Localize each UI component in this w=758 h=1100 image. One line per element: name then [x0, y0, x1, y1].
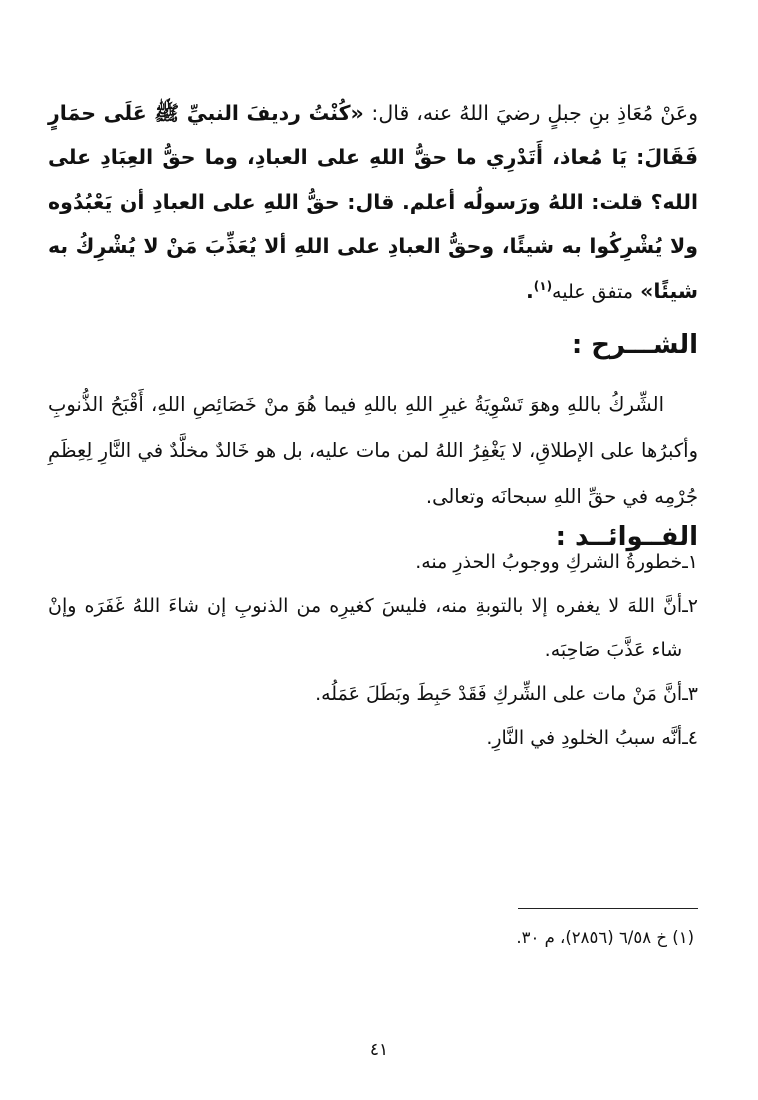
page-number: ٤١: [369, 1040, 389, 1060]
benefit-number: ٤ـ: [682, 727, 698, 749]
benefit-item: [48, 672, 698, 716]
benefit-item: [48, 584, 698, 672]
hadith-intro: وعَنْ مُعَاذِ بنِ جبلٍ رضيَ اللهُ عنه، قال:: [371, 100, 698, 125]
sharh-paragraph: الشِّركُ باللهِ وهوَ تَسْوِيَةُ غيرِ اللهِ باللهِ فيما هُوَ منْ خَصَائِصِ اللهِ، أَقْبَحُ الذُّنوبِ وأكبرُها على الإطلاقِ، لا يَغْفِرُ اللهُ لمن مات عليه، بل هو خَالدٌ مخلَّدٌ في النَّارِ لِعِظَمِ جُرْمِه في حقِّ اللهِ سبحانَه وتعالى.: [48, 392, 698, 508]
benefits-list: [48, 540, 698, 760]
benefit-item: [48, 540, 698, 584]
footnote: [516, 928, 694, 947]
benefit-item: [48, 716, 698, 760]
benefit-text: خطورةُ الشركِ ووجوبُ الحذرِ منه.: [415, 551, 683, 573]
benefit-text: أنَّه سببُ الخلودِ في النَّارِ.: [486, 727, 683, 749]
benefit-number: ٣ـ: [682, 683, 698, 705]
benefit-text: أنَّ مَنْ مات على الشِّركِ فَقَدْ حَبِطَ وبَطَلَ عَمَلُه.: [315, 683, 683, 705]
footnote-number: (١): [672, 928, 694, 947]
fawaid-heading: الفــوائــد :: [555, 521, 698, 552]
footnote-divider: [518, 908, 698, 909]
footnote-text: خ ٦/٥٨ (٢٨٥٦)، م ٣٠.: [516, 928, 667, 947]
book-page: [0, 70, 758, 1100]
hadith-source: متفق عليه: [552, 280, 634, 303]
sharh-heading: الشـــرح :: [571, 329, 698, 360]
benefit-text: أنَّ اللهَ لا يغفره إلا بالتوبةِ منه، فليسَ كغيرِه من الذنوبِ إن شاءَ اللهُ غَفَرَه وإنْ شاء عَذَّبَ صَاحِبَه.: [48, 595, 683, 661]
hadith-paragraph: وعَنْ مُعَاذِ بنِ جبلٍ رضيَ اللهُ عنه، قال: «كُنْتُ رديفَ النبيِّ ﷺ عَلَى حمَارٍ فَقَالَ: يَا مُعاذ، أَتَدْرِي ما حقُّ اللهِ على العبادِ، وما حقُّ العِبَادِ على الله؟ قلت: اللهُ ورَسولُه أعلم. قال: حقُّ اللهِ على العبادِ أن يَعْبُدُوه ولا يُشْرِكُوا به شيئًا، وحقُّ العبادِ على اللهِ ألا يُعَذِّبَ مَنْ لا يُشْرِكُ به شيئًا» متفق عليه$^{(١)}$.: [48, 100, 698, 303]
benefit-number: ١ـ: [682, 551, 698, 573]
hadith-text: «كُنْتُ رديفَ النبيِّ ﷺ عَلَى حمَارٍ فَقَالَ: يَا مُعاذ، أَتَدْرِي ما حقُّ اللهِ على العبادِ، وما حقُّ العِبَادِ على الله؟ قلت: اللهُ ورَسولُه أعلم. قال: حقُّ اللهِ على العبادِ أن يَعْبُدُوه ولا يُشْرِكُوا به شيئًا، وحقُّ العبادِ على اللهِ ألا يُعَذِّبَ مَنْ لا يُشْرِكُ به شيئًا»: [48, 100, 698, 303]
footnote-marker[interactable]: (١): [533, 278, 553, 293]
benefit-number: ٢ـ: [682, 595, 698, 617]
